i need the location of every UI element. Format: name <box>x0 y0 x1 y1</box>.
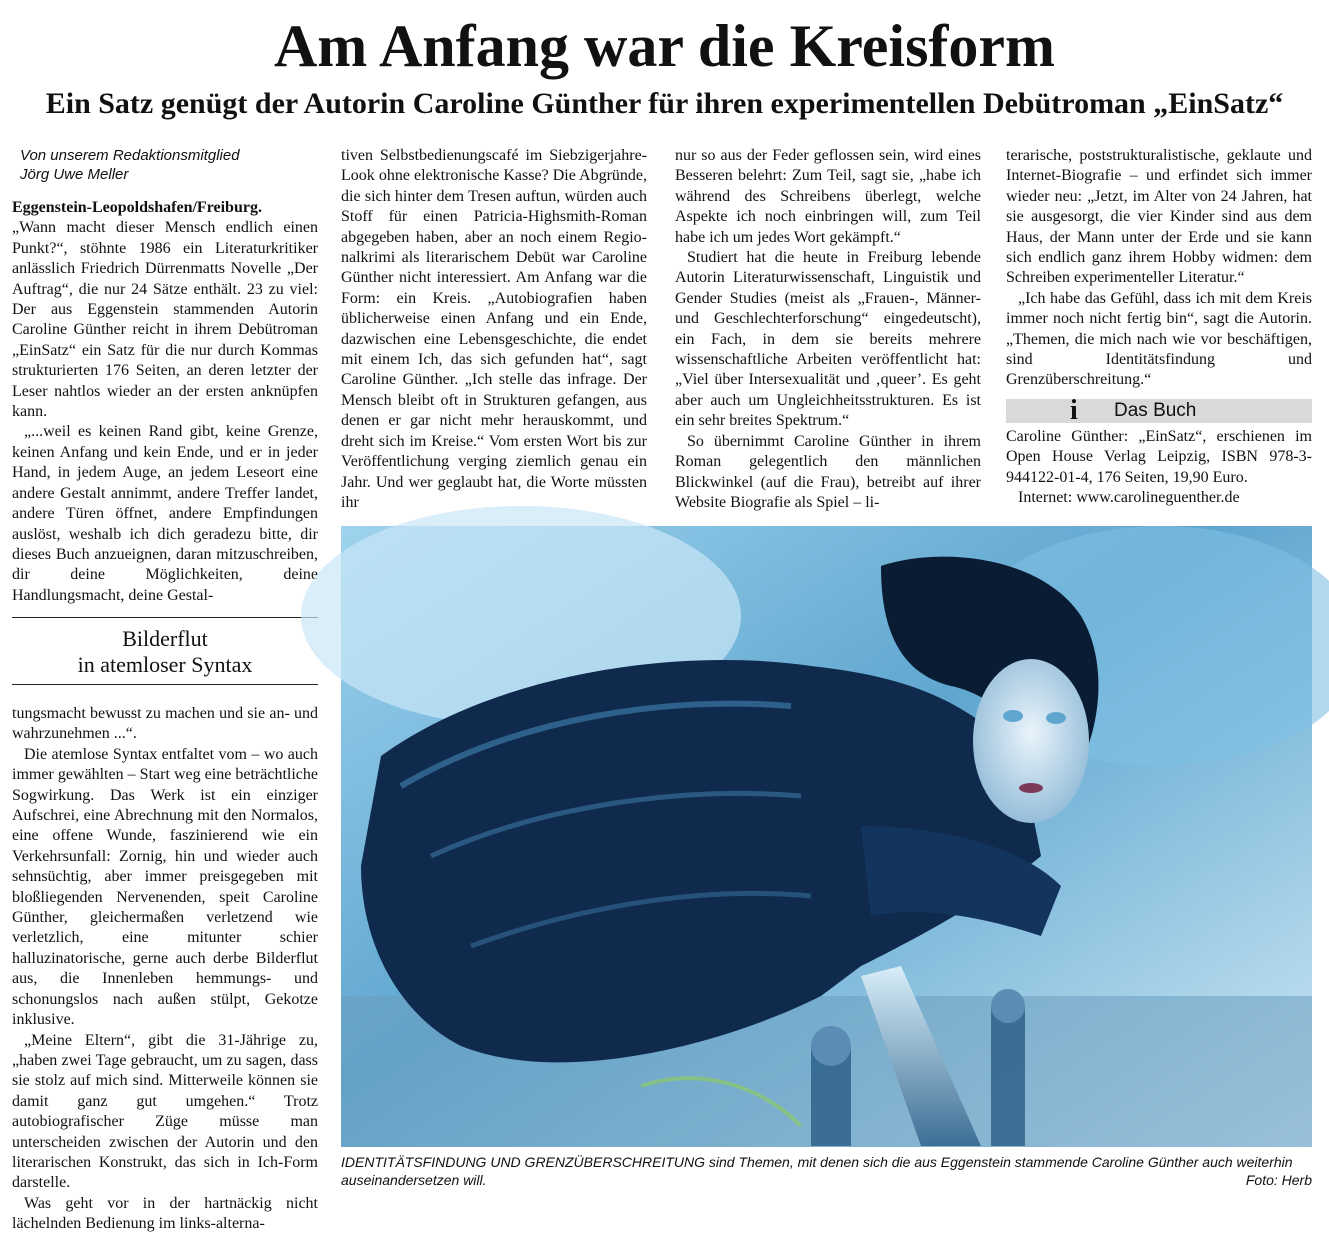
headline: Am Anfang war die Kreisform <box>273 13 1056 79</box>
paragraph: So übernimmt Caroline Günther in ihrem Roman gelegentlich den männlichen Blickwinkel (auf die Frau), betreibt auf ihrer Website Biografie als Spiel – li- <box>675 432 981 511</box>
paragraph: „...weil es keinen Rand gibt, keine Grenze, keinen Anfang und kein Ende, und er in jeder Hand, in jedem Auge, an jedem Leseort eine andere Gestalt annimmt, andere Treffer landet, andere Türen öffnet, andere Empfindungen auslöst, weshalb ich dich geradezu bitte, dir dieses Buch anzueignen, daran mitzuschreiben, dir deine Möglichkeiten, deine Handlungsmacht, deine Gestal- <box>12 423 318 604</box>
article-column-1 <box>12 146 318 606</box>
photo-credit: Foto: Herb <box>1245 1172 1312 1188</box>
paragraph: „Ich habe das Gefühl, dass ich mit dem Kreis immer noch nicht fertig bin“, sagt die Autorin. „Themen, die mich nach wie vor beschäftigen, sind Identitätsfindung und Grenzüberschreitung.“ <box>1006 289 1312 389</box>
dateline: Eggenstein-Leopoldshafen/Freiburg. <box>12 199 262 216</box>
paragraph: tiven Selbstbedienungscafé im Siebzigerjahre-Look ohne elektronische Kasse? Die Abgründe, die sich hinter dem Tresen auftun, würden auch Stoff für einen Patricia-Highsmith-Roman abgegeben haben, aber an noch einem Regionalkrimi als literarischem Debüt war Caroline Günther nicht interessiert. Am Anfang war die Form: ein Kreis. „Autobiografien haben üblicherweise einen Anfang und ein Ende, dazwischen eine Lebensgeschichte, die endet mit einem Ich, das sich gefunden hat“, sagt Caroline Günther. „Ich stelle das infrage. Der Mensch bleibt oft in Strukturen gefangen, aus denen er gar nicht mehr herauskommt, und dreht sich im Kreise.“ Vom ersten Wort bis zur Veröffentlichung verging ziemlich genau ein Jahr. Und wer geglaubt hat, die Worte müssten ihr <box>341 147 647 511</box>
article-column-1-continued <box>12 704 318 1235</box>
paragraph: „Wann macht dieser Mensch endlich einen Punkt?“, stöhnte 1986 ein Literaturkritiker anlässlich Friedrich Dürrenmatts Novelle „Der Auftrag“, die nur 24 Sätze enthält. 23 zu viel: Der aus Eggenstein stammenden Autorin Caroline Günther reicht in ihrem Debütroman „EinSatz“ ein Satz für die nur durch Kommas strukturierten 176 Seiten, an deren letzter der Leser nahtlos wieder an der ersten anknüpfen kann. <box>12 219 318 421</box>
article-photo <box>341 526 1312 1147</box>
article-column-4 <box>1006 146 1312 509</box>
subheadline: Ein Satz genügt der Autorin Caroline Günther für ihren experimentellen Debütroman „EinSatz“ <box>45 87 1284 120</box>
info-box-header <box>1006 394 1312 426</box>
photo-caption <box>341 1153 1312 1189</box>
info-box-title: Das Buch <box>1114 399 1197 421</box>
paragraph: „Meine Eltern“, gibt die 31-Jährige zu, „haben zwei Tage gebraucht, um zu sagen, dass sie stolz auf mich sind. Mitterweile können sie damit ganz gut umgehen.“ Trotz autobiografischer Züge müsse man unterscheiden zwischen der Autorin und den literarischen Konstrukt, das sich in Ich-Form darstelle. <box>12 1031 318 1192</box>
photo-illustration <box>341 526 1312 1147</box>
byline-author: Jörg Uwe Meller <box>20 166 129 183</box>
website-info: Internet: www.carolineguenther.de <box>1018 489 1240 507</box>
paragraph: nur so aus der Feder geflossen sein, wird eines Besseren belehrt: Zum Teil, sagt sie, „habe ich während des Schreibens überlegt, welche Aspekte ich noch einbringen will, zum Teil habe ich um jedes Wort gekämpft.“ <box>675 147 981 246</box>
info-icon: i <box>1070 394 1078 426</box>
paragraph: tungsmacht bewusst zu machen und sie an- und wahrzunehmen ...“. <box>12 705 318 743</box>
byline <box>20 146 318 184</box>
article-column-3 <box>675 146 981 513</box>
subheading-line-1: Bilderflut <box>122 626 208 651</box>
subheading-line-2: in atemloser Syntax <box>77 652 253 677</box>
caption-lead: IDENTITÄTSFINDUNG UND GRENZÜBERSCHREITUNG <box>341 1154 706 1170</box>
book-info: Caroline Günther: „EinSatz“, erschienen im Open House Verlag Leipzig, ISBN 978-3-944122-01-4, 176 Seiten, 19,90 Euro. <box>1006 427 1312 486</box>
paragraph: Was geht vor in der hartnäckig nicht lächelnden Bedienung im links-alterna- <box>12 1194 318 1233</box>
paragraph: Die atemlose Syntax entfaltet vom – wo auch immer gewählten – Start weg eine beträchtliche Sogwirkung. Das Werk ist ein einziger Aufschrei, eine Abrechnung mit den Normalos, eine offene Wunde, faszinierend wie ein Verkehrsunfall: Zornig, hin und wieder auch sehnsüchtig, aber immer preisgegeben mit bloßliegenden Nervenenden, speit Caroline Günther, gleichermaßen verletzend wie verletzlich, eine mitunter schier halluzinatorische, gerne auch derbe Bilderflut aus, die Innenleben hemmungs- und schonungslos nach außen stülpt, Gekotze inklusive. <box>12 745 318 1029</box>
paragraph: terarische, poststrukturalistische, geklaute und Internet-Biografie – und erfindet sich immer wieder neu: „Jetzt, im Alter von 24 Jahren, hat sie ausgesorgt, die vier Kinder sind aus dem Haus, der Mann unter der Erde und sie kann sich endlich ganz ihrem Hobby widmen: dem Schreiben experimenteller Literatur.“ <box>1006 147 1312 287</box>
byline-line-1: Von unserem Redaktionsmitglied <box>20 147 240 164</box>
caption-text: sind Themen, mit denen sich die aus Eggenstein stammende Caroline Günther auch weiterhin auseinandersetzen will. <box>341 1154 1293 1188</box>
article-column-2 <box>341 146 647 513</box>
subheading-box <box>12 617 318 685</box>
paragraph: Studiert hat die heute in Freiburg lebende Autorin Literaturwissenschaft, Linguistik und Gender Studies (meist als „Frauen-, Männer- und Geschlechterforschung“ eingedeutscht), ein Fach, in dem sie bereits mehrere wissenschaftliche Arbeiten veröffentlicht hat: „Viel über Intersexualität und ‚queer’. Es geht aber auch um Ungleichheitsstrukturen. Es ist ein sehr breites Spektrum.“ <box>675 249 981 430</box>
